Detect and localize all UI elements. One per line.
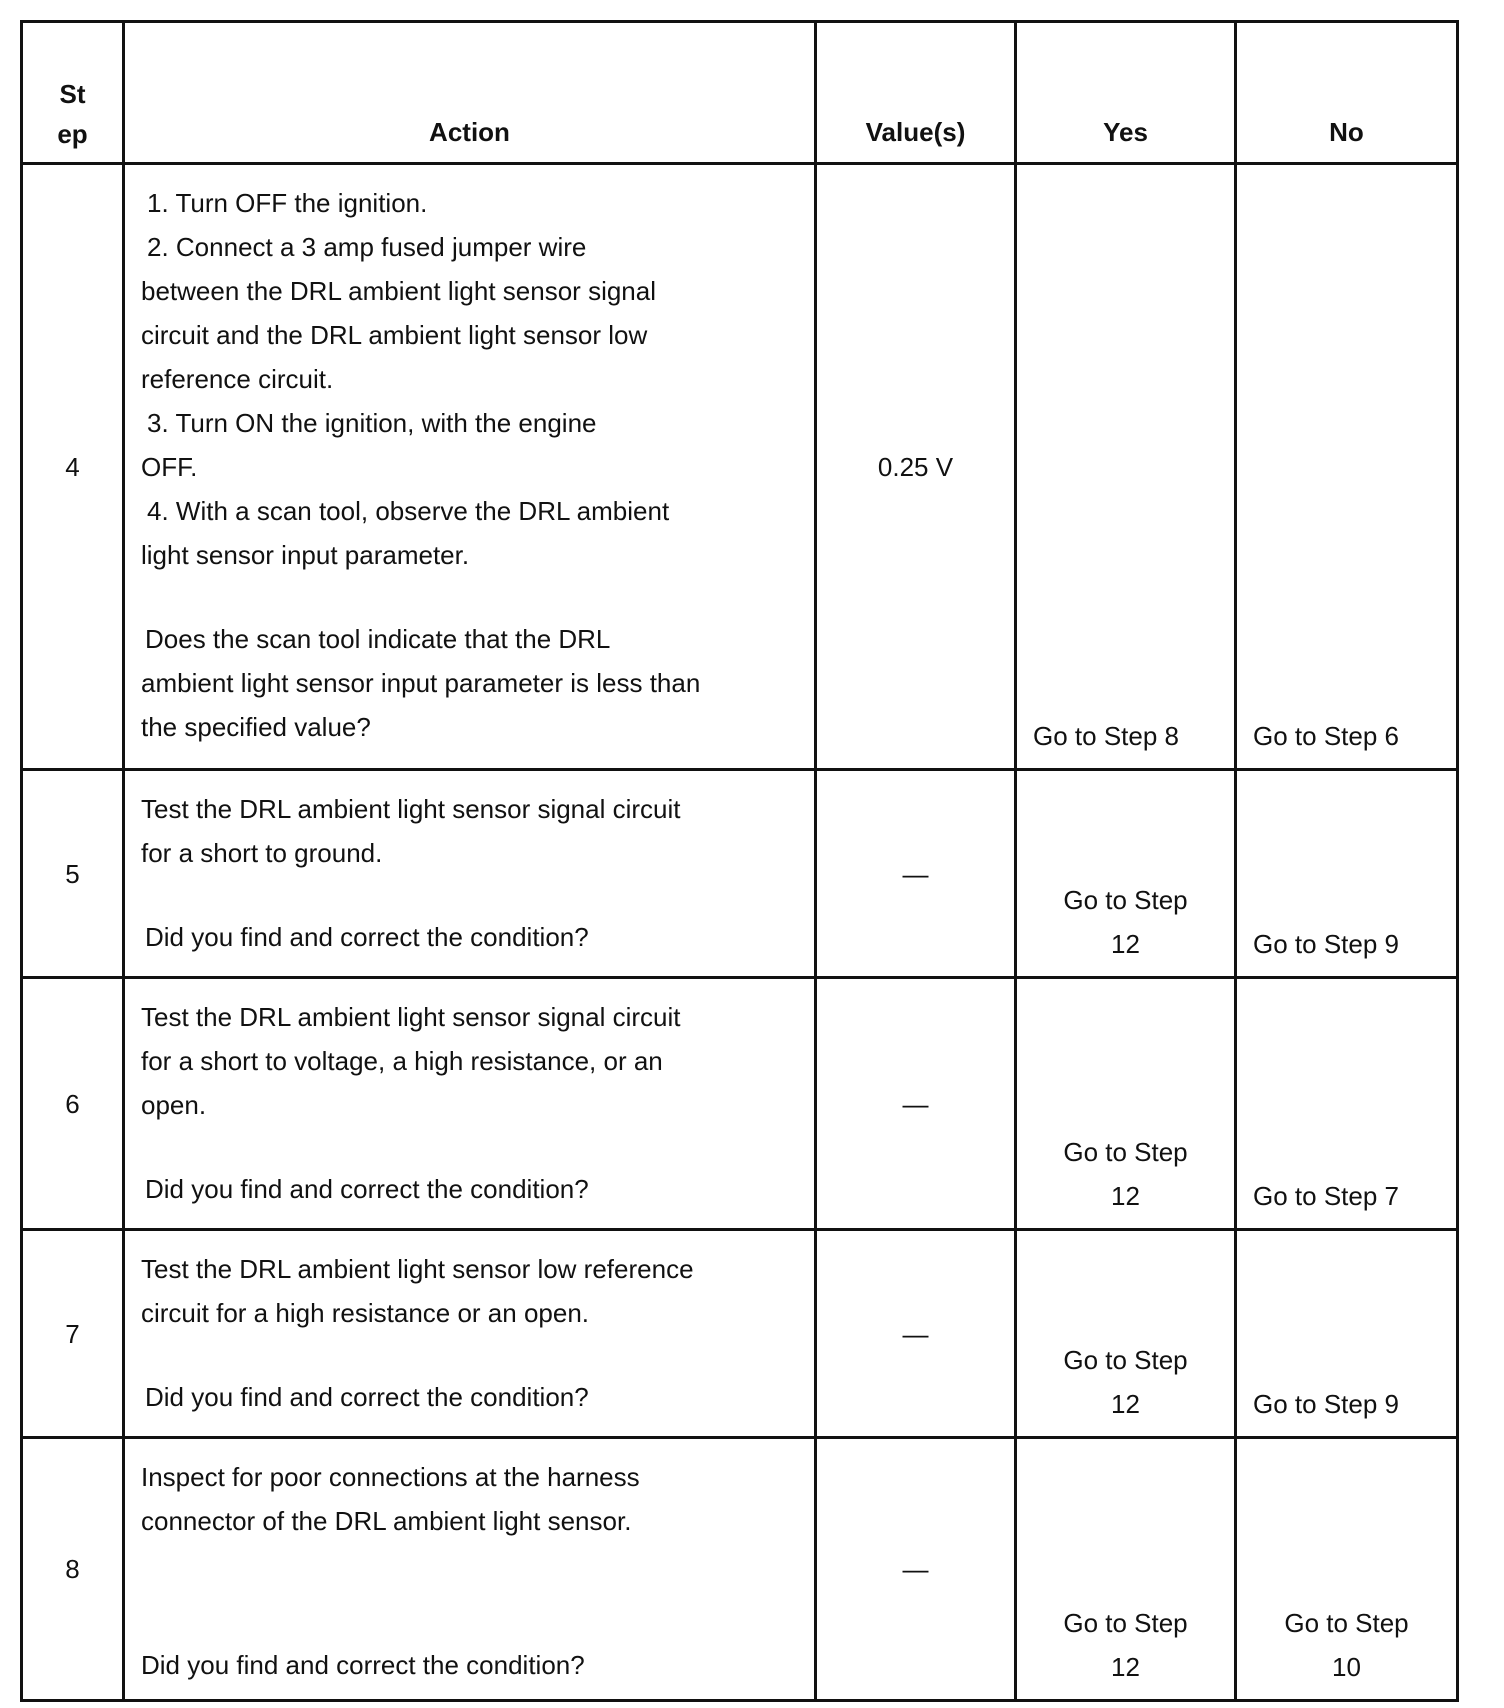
header-step xyxy=(22,22,124,164)
action-line: for a short to voltage, a high resistance, or an xyxy=(141,1046,663,1076)
yes-cell xyxy=(1016,770,1236,978)
action-line: Test the DRL ambient light sensor signal circuit xyxy=(141,794,681,824)
no-result: Go to Step xyxy=(1284,1608,1409,1638)
table-row xyxy=(22,1438,1458,1701)
header-values: Value(s) xyxy=(816,22,1016,164)
question-line: the specified value? xyxy=(141,712,371,742)
action-line: open. xyxy=(141,1090,207,1120)
spacer xyxy=(141,577,798,617)
table-row xyxy=(22,978,1458,1230)
no-cell xyxy=(1236,770,1458,978)
header-row xyxy=(22,22,1458,164)
no-result: Go to Step 9 xyxy=(1253,1389,1399,1419)
no-cell xyxy=(1236,1230,1458,1438)
header-yes: Yes xyxy=(1016,22,1236,164)
value-cell: — xyxy=(816,1230,1016,1438)
table-row xyxy=(22,164,1458,770)
yes-cell xyxy=(1016,1230,1236,1438)
no-result: Go to Step 6 xyxy=(1253,721,1399,751)
no-result: Go to Step 9 xyxy=(1253,929,1399,959)
spacer xyxy=(141,875,798,915)
action-line: Inspect for poor connections at the harness xyxy=(141,1462,640,1492)
no-result: 10 xyxy=(1332,1652,1361,1682)
yes-result: 12 xyxy=(1111,1181,1140,1211)
action-line: for a short to ground. xyxy=(141,838,383,868)
header-action: Action xyxy=(124,22,816,164)
spacer xyxy=(141,1127,798,1167)
question-line: ambient light sensor input parameter is less than xyxy=(141,668,701,698)
action-cell xyxy=(124,164,816,770)
header-step-line1: St xyxy=(59,79,86,109)
spacer xyxy=(141,1603,798,1643)
no-cell xyxy=(1236,978,1458,1230)
action-cell xyxy=(124,1438,816,1701)
value-cell: — xyxy=(816,770,1016,978)
yes-result: Go to Step xyxy=(1063,1608,1188,1638)
yes-result: 12 xyxy=(1111,929,1140,959)
spacer xyxy=(141,1543,798,1603)
table-row xyxy=(22,1230,1458,1438)
question-line: Did you find and correct the condition? xyxy=(145,922,589,952)
no-cell xyxy=(1236,1438,1458,1701)
value-cell: — xyxy=(816,1438,1016,1701)
action-line: OFF. xyxy=(141,452,198,482)
step-number: 5 xyxy=(22,770,124,978)
step-number: 8 xyxy=(22,1438,124,1701)
action-line: 3. Turn ON the ignition, with the engine xyxy=(147,408,597,438)
yes-cell xyxy=(1016,1438,1236,1701)
step-number: 6 xyxy=(22,978,124,1230)
table-row xyxy=(22,770,1458,978)
action-cell xyxy=(124,978,816,1230)
action-line: 2. Connect a 3 amp fused jumper wire xyxy=(147,232,587,262)
action-line: Test the DRL ambient light sensor low reference xyxy=(141,1254,694,1284)
yes-result: 12 xyxy=(1111,1389,1140,1419)
yes-result: 12 xyxy=(1111,1652,1140,1682)
no-cell xyxy=(1236,164,1458,770)
action-cell xyxy=(124,770,816,978)
spacer xyxy=(141,1335,798,1375)
question-line: Does the scan tool indicate that the DRL xyxy=(145,624,611,654)
question-line: Did you find and correct the condition? xyxy=(145,1382,589,1412)
action-line: connector of the DRL ambient light sensor. xyxy=(141,1506,632,1536)
action-line: between the DRL ambient light sensor signal xyxy=(141,276,656,306)
step-number: 4 xyxy=(22,164,124,770)
yes-cell xyxy=(1016,164,1236,770)
action-line: Test the DRL ambient light sensor signal circuit xyxy=(141,1002,681,1032)
step-number: 7 xyxy=(22,1230,124,1438)
question-line: Did you find and correct the condition? xyxy=(141,1650,585,1680)
value-cell: — xyxy=(816,978,1016,1230)
action-line: 4. With a scan tool, observe the DRL ambient xyxy=(147,496,670,526)
yes-cell xyxy=(1016,978,1236,1230)
question-line: Did you find and correct the condition? xyxy=(145,1174,589,1204)
yes-result: Go to Step 8 xyxy=(1033,721,1179,751)
action-cell xyxy=(124,1230,816,1438)
no-result: Go to Step 7 xyxy=(1253,1181,1399,1211)
action-line: light sensor input parameter. xyxy=(141,540,470,570)
diagnostic-table xyxy=(20,20,1459,1702)
yes-result: Go to Step xyxy=(1063,885,1188,915)
yes-result: Go to Step xyxy=(1063,1137,1188,1167)
yes-result: Go to Step xyxy=(1063,1345,1188,1375)
action-line: 1. Turn OFF the ignition. xyxy=(147,188,428,218)
action-line: circuit for a high resistance or an open. xyxy=(141,1298,590,1328)
header-no: No xyxy=(1236,22,1458,164)
value-cell: 0.25 V xyxy=(816,164,1016,770)
action-line: circuit and the DRL ambient light sensor low xyxy=(141,320,648,350)
action-line: reference circuit. xyxy=(141,364,334,394)
header-step-line2: ep xyxy=(57,119,88,149)
